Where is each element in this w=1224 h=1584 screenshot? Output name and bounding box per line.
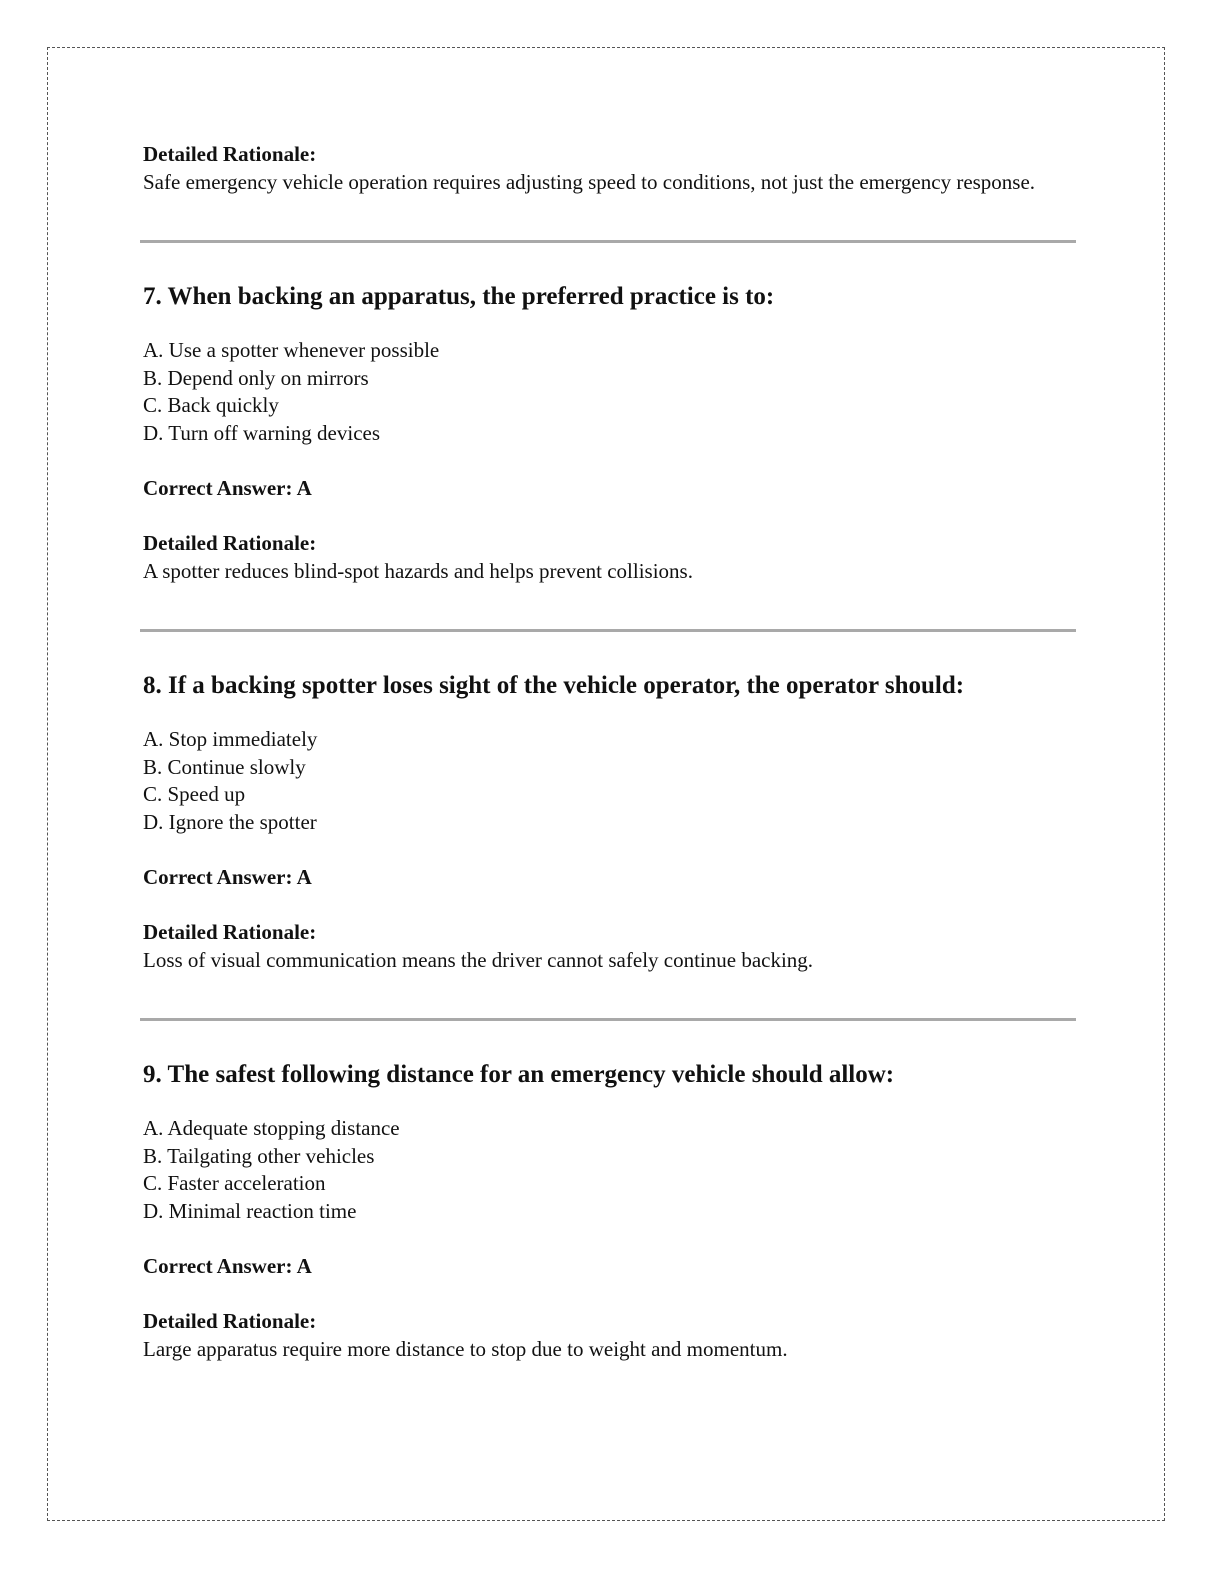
correct-answer: Correct Answer: A	[143, 1254, 312, 1278]
correct-answer: Correct Answer: A	[143, 865, 312, 889]
section-divider	[140, 629, 1076, 632]
option-b: B. Continue slowly	[143, 754, 306, 779]
section-divider	[140, 1018, 1076, 1021]
question-block-8	[143, 670, 1073, 974]
option-d: D. Minimal reaction time	[143, 1198, 357, 1223]
option-b: B. Tailgating other vehicles	[143, 1143, 375, 1168]
document-content	[143, 140, 1073, 1363]
options-list	[143, 726, 1073, 836]
question-title: 9. The safest following distance for an emergency vehicle should allow:	[143, 1061, 895, 1088]
correct-answer: Correct Answer: A	[143, 476, 312, 500]
option-b: B. Depend only on mirrors	[143, 365, 369, 390]
option-a: A. Stop immediately	[143, 727, 318, 751]
question-title: 8. If a backing spotter loses sight of the vehicle operator, the operator should:	[143, 672, 965, 699]
option-c: C. Speed up	[143, 782, 246, 806]
rationale-text: A spotter reduces blind-spot hazards and helps prevent collisions.	[143, 559, 693, 583]
options-list	[143, 1115, 1073, 1225]
rationale-text: Large apparatus require more distance to stop due to weight and momentum.	[143, 1337, 788, 1361]
option-a: A. Adequate stopping distance	[143, 1116, 400, 1140]
rationale-label: Detailed Rationale:	[143, 531, 317, 555]
option-d: D. Turn off warning devices	[143, 420, 381, 445]
section-divider	[140, 240, 1076, 243]
question-title: 7. When backing an apparatus, the preferred practice is to:	[143, 283, 775, 310]
rationale-text: Safe emergency vehicle operation requires adjusting speed to conditions, not just the emergency response.	[143, 170, 1036, 194]
rationale-label: Detailed Rationale:	[143, 1309, 317, 1333]
options-list	[143, 337, 1073, 447]
option-c: C. Faster acceleration	[143, 1171, 326, 1195]
option-d: D. Ignore the spotter	[143, 809, 317, 834]
rationale-text: Loss of visual communication means the driver cannot safely continue backing.	[143, 948, 814, 972]
rationale-label: Detailed Rationale:	[143, 920, 317, 944]
question-block-7	[143, 281, 1073, 585]
option-c: C. Back quickly	[143, 393, 279, 417]
rationale-label: Detailed Rationale:	[143, 142, 317, 166]
intro-rationale	[143, 140, 1073, 196]
option-a: A. Use a spotter whenever possible	[143, 338, 440, 362]
question-block-9	[143, 1059, 1073, 1363]
